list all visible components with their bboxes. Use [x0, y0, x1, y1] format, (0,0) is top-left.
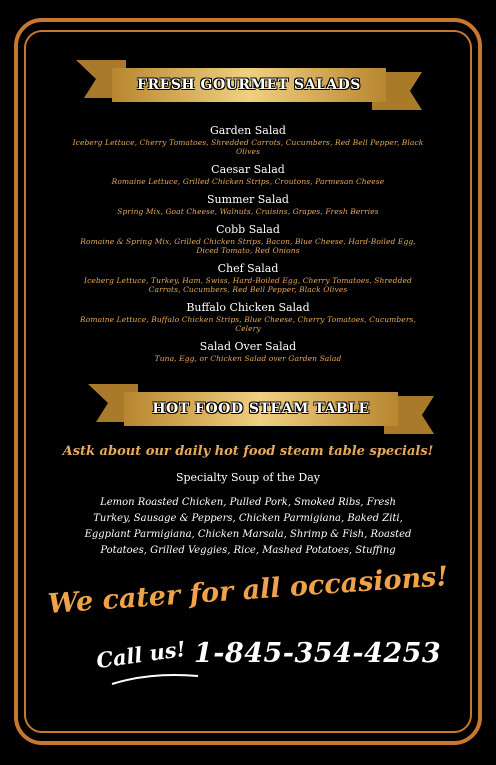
- call-line: [94, 635, 442, 674]
- item-desc: Iceberg Lettuce, Turkey, Ham, Swiss, Hard-Boiled Egg, Cherry Tomatoes, Shredded Carrots, Cucumbers, Red Bell Pepper, Black Olives: [84, 276, 412, 294]
- salads-banner: [76, 58, 422, 114]
- swoosh-underline: [110, 668, 200, 688]
- phone-number[interactable]: 1-845-354-4253: [193, 638, 442, 669]
- steam-intro: Astk about our daily hot food steam table specials!: [62, 444, 434, 459]
- item-name: Cobb Salad: [216, 223, 280, 236]
- item-name: Chef Salad: [217, 262, 279, 275]
- soup-of-day: Specialty Soup of the Day: [175, 471, 321, 484]
- list-item: [70, 193, 426, 216]
- steam-items: Lemon Roasted Chicken, Pulled Pork, Smoked Ribs, Fresh Turkey, Sausage & Peppers, Chicken Parmigiana, Baked Ziti, Eggplant Parmigiana, Chicken Marsala, Shrimp & Fish, Roasted Potatoes, Grilled Veggies, Rice, Mashed Potatoes, Stuffing: [84, 497, 412, 556]
- item-desc: Romaine Lettuce, Buffalo Chicken Strips, Blue Cheese, Cherry Tomatoes, Cucumbers, Celery: [80, 315, 416, 333]
- item-name: Caesar Salad: [211, 163, 285, 176]
- item-desc: Spring Mix, Goat Cheese, Walnuts, Craisins, Grapes, Fresh Berries: [117, 207, 379, 216]
- item-desc: Romaine & Spring Mix, Grilled Chicken Strips, Bacon, Blue Cheese, Hard-Boiled Egg, Diced Tomato, Red Onions: [80, 237, 416, 255]
- list-item: [70, 124, 426, 156]
- item-name: Garden Salad: [210, 124, 286, 137]
- steam-banner: [88, 382, 434, 438]
- cater-tagline: We cater for all occasions!: [46, 561, 450, 620]
- item-name: Buffalo Chicken Salad: [186, 301, 310, 314]
- list-item: [70, 223, 426, 255]
- steam-heading: HOT FOOD STEAM TABLE: [152, 401, 370, 417]
- salad-list: [70, 124, 426, 370]
- salads-heading: FRESH GOURMET SALADS: [137, 77, 361, 93]
- call-us-label: Call us!: [94, 635, 188, 674]
- item-desc: Romaine Lettuce, Grilled Chicken Strips, Croutons, Parmesan Cheese: [111, 177, 385, 186]
- list-item: [70, 301, 426, 333]
- item-name: Salad Over Salad: [199, 340, 297, 353]
- item-desc: Iceberg Lettuce, Cherry Tomatoes, Shredded Carrots, Cucumbers, Red Bell Pepper, Black Olives: [72, 138, 424, 156]
- list-item: [70, 340, 426, 363]
- list-item: [70, 262, 426, 294]
- list-item: [70, 163, 426, 186]
- item-name: Summer Salad: [207, 193, 289, 206]
- item-desc: Tuna, Egg, or Chicken Salad over Garden Salad: [154, 354, 342, 363]
